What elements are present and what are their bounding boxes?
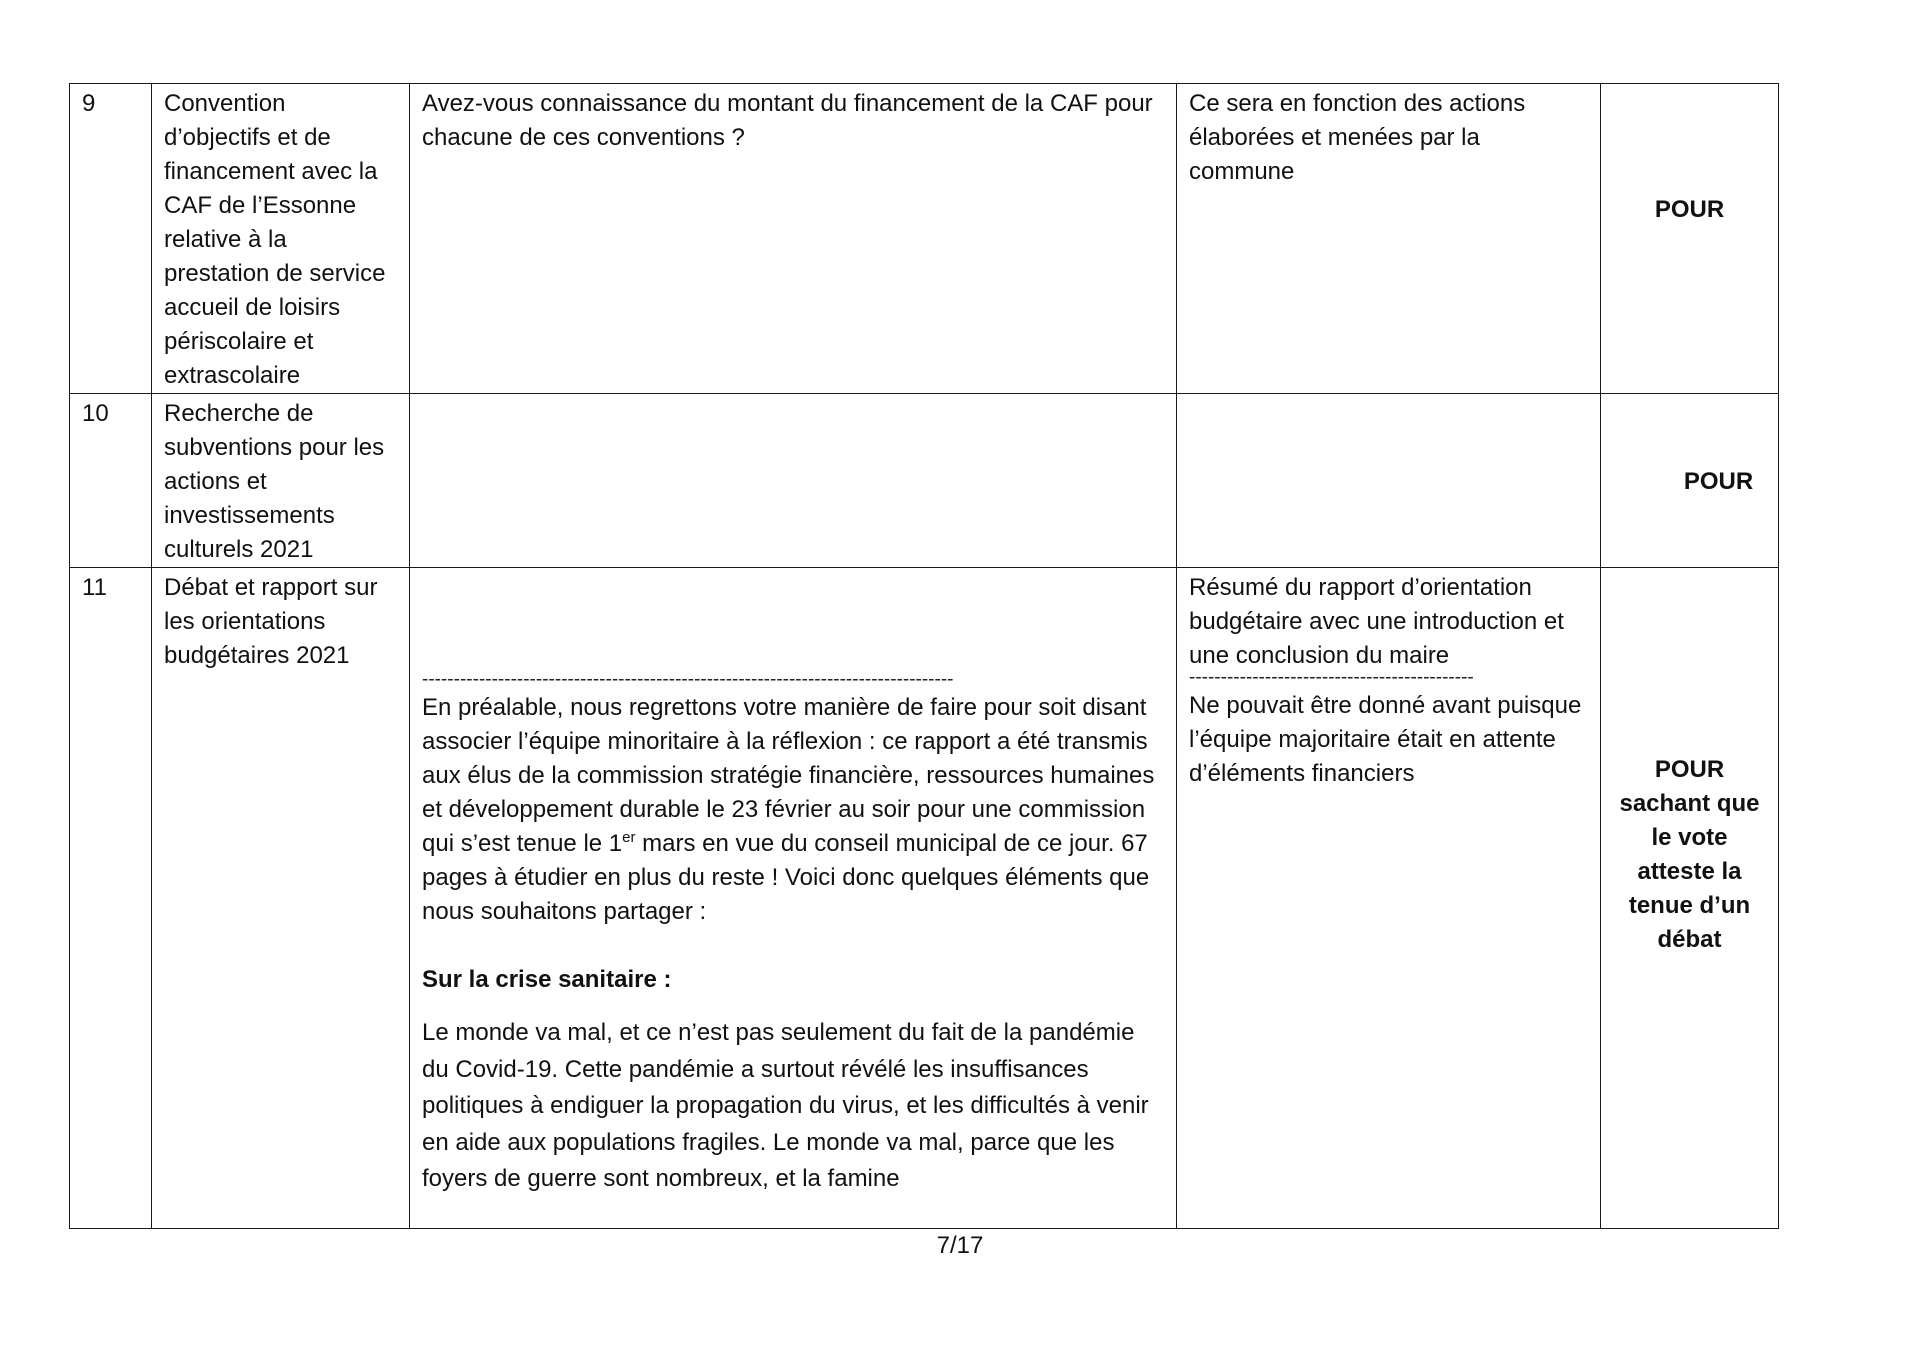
row-question [410, 568, 1177, 1229]
row-answer [1177, 568, 1601, 1229]
question-intro-text: En préalable, nous regrettons votre manière de faire pour soit disant associer l’équipe minoritaire à la réflexion : ce rapport a été transmis aux élus de la commission stratégie financière, ressources humaines et développement durable le 23 février au soir pour une commission qui s’est tenue le 1 [422, 694, 1155, 857]
row-title: Débat et rapport sur les orientations budgétaires 2021 [152, 568, 410, 1229]
question-separator: ------------------------------------------------------------------------------------ [422, 669, 954, 690]
row-answer [1177, 394, 1601, 568]
table-row [70, 84, 1779, 394]
table-row [70, 568, 1779, 1229]
answer-separator: --------------------------------------------- [1189, 667, 1474, 688]
row-number: 10 [70, 394, 152, 568]
row-title: Convention d’objectifs et de financement avec la CAF de l’Essonne relative à la prestation de service accueil de loisirs périscolaire et extrascolaire [152, 84, 410, 394]
row-vote: POUR [1601, 84, 1779, 394]
row-title: Recherche de subventions pour les actions et investissements culturels 2021 [152, 394, 410, 568]
answer-part-2: Ne pouvait être donné avant puisque l’équipe majoritaire était en attente d’éléments financiers [1189, 692, 1582, 787]
row-answer: Ce sera en fonction des actions élaborées et menées par la commune [1177, 84, 1601, 394]
question-heading: Sur la crise sanitaire : [422, 966, 672, 993]
question-intro-end: mars en vue du conseil municipal de ce jour. 67 pages à étudier en plus du reste ! Voici donc quelques éléments que nous souhaitons partager : [422, 830, 1150, 925]
question-body: Le monde va mal, et ce n’est pas seulement du fait de la pandémie du Covid-19. Cette pandémie a surtout révélé les insuffisances politiques à endiguer la propagation du virus, et les difficultés à venir en aide aux populations fragiles. Le monde va mal, parce que les foyers de guerre sont nombreux, et la famine [422, 1019, 1149, 1192]
row-number: 11 [70, 568, 152, 1229]
row-question [410, 394, 1177, 568]
question-intro [422, 691, 1164, 929]
deliberation-table [69, 83, 1779, 1229]
ordinal-superscript: er [622, 829, 636, 846]
table-row [70, 394, 1779, 568]
row-vote: POUR [1601, 394, 1779, 568]
row-question: Avez-vous connaissance du montant du financement de la CAF pour chacune de ces conventions ? [410, 84, 1177, 394]
row-vote: POUR sachant que le vote atteste la tenue d’un débat [1601, 568, 1779, 1229]
row-number: 9 [70, 84, 152, 394]
answer-part-1: Résumé du rapport d’orientation budgétaire avec une introduction et une conclusion du maire [1189, 574, 1564, 669]
page-number: 7/17 [936, 1232, 984, 1259]
